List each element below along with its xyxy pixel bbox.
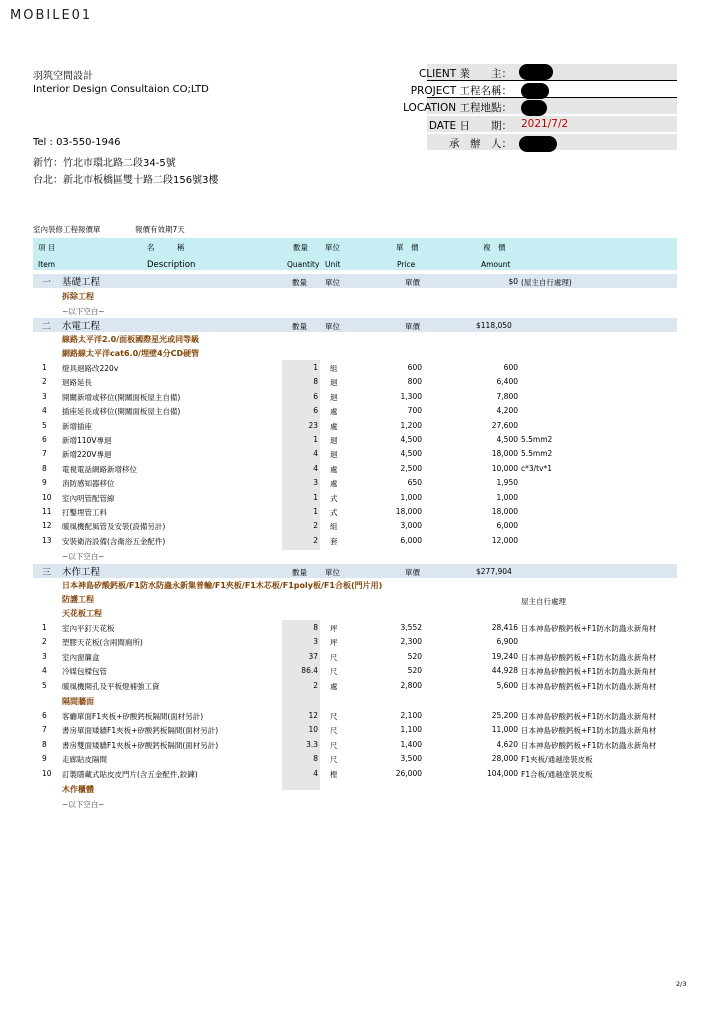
subheading: 拆除工程 (62, 292, 94, 301)
row-no: 5 (42, 420, 47, 430)
row-qty: 8 (313, 377, 318, 387)
row-amount: 6,900 (496, 637, 518, 647)
company-addr2: 台北：新北市板橋區雙十路二段156號3樓 (33, 175, 219, 186)
row-unit: 組 (330, 364, 338, 373)
row-amount: 19,240 (491, 651, 518, 661)
company-addr1: 新竹：竹北市環北路二段34-5號 (33, 158, 176, 169)
row-amount: 600 (503, 363, 518, 372)
subheading: 天花板工程 (62, 609, 102, 618)
row-unit: 樘 (330, 769, 338, 779)
row-no: 8 (42, 739, 47, 749)
row-unit: 尺 (330, 667, 338, 677)
row-qty: 2 (313, 521, 318, 531)
row-amount: 7,800 (496, 391, 518, 401)
row-amount: 28,000 (491, 754, 518, 764)
row-unit: 迴 (330, 392, 338, 402)
row-no: 1 (42, 363, 47, 372)
company-name-zh: 羽筑空間設計 (33, 71, 93, 82)
section-qty: 數量 (292, 322, 307, 331)
row-unit: 套 (330, 536, 338, 546)
row-qty: 6 (313, 406, 318, 416)
row-unit: 組 (330, 522, 338, 532)
row-unit: 處 (330, 681, 338, 691)
th-unit-zh: 單位 (325, 243, 340, 252)
th-qty-zh: 數量 (293, 243, 308, 252)
section-note: (屋主自行處理) (521, 278, 572, 287)
row-no: 10 (42, 492, 52, 502)
row-qty: 3 (313, 478, 318, 488)
row-amount: 4,500 (496, 435, 518, 444)
row-qty: 3 (313, 637, 318, 647)
row-note: c*3/tv*1 (521, 463, 553, 473)
row-price: 1,200 (400, 420, 422, 430)
client-label: CLIENT 業 主： (418, 68, 512, 80)
date-label: DATE 日 期： (428, 120, 512, 132)
company-name-en: Interior Design Consultaion CO;LTD (33, 84, 209, 95)
section-amount: $0 (508, 277, 518, 286)
row-price: 2,100 (400, 711, 422, 720)
row-price: 4,500 (400, 449, 422, 459)
row-unit: 尺 (330, 755, 338, 765)
row-desc: 塑膠天花板(含兩間廁所) (62, 638, 143, 648)
section-no: 一 (42, 278, 52, 288)
row-no: 4 (42, 406, 47, 416)
row-amount: 4,200 (496, 406, 518, 416)
row-price: 520 (407, 651, 422, 661)
row-desc: 書房雙面矮牆F1夾板+矽酸鈣板隔間(面材另計) (62, 740, 219, 750)
redacted-mark (521, 100, 547, 116)
row-unit: 迴 (330, 436, 338, 445)
row-amount: 104,000 (486, 768, 518, 778)
row-amount: 11,000 (491, 725, 518, 735)
row-price: 520 (407, 666, 422, 676)
row-qty: 8 (313, 623, 318, 632)
row-qty: 1 (313, 492, 318, 502)
row-qty: 4 (313, 463, 318, 473)
row-qty: 86.4 (301, 666, 318, 676)
row-qty: 23 (308, 420, 318, 430)
row-no: 7 (42, 449, 47, 459)
row-price: 6,000 (400, 535, 422, 545)
row-price: 3,552 (400, 623, 422, 632)
section-no: 三 (42, 568, 52, 578)
row-desc: 暖風機開孔及平板燈補強工資 (62, 681, 160, 691)
row-amount: 4,620 (496, 739, 518, 749)
row-unit: 處 (330, 479, 338, 489)
section-price: 單價 (405, 568, 420, 577)
section-unit: 單位 (325, 322, 340, 331)
row-amount: 27,600 (491, 420, 518, 430)
row-amount: 6,000 (496, 521, 518, 531)
watermark-logo: MOBILE01 (10, 8, 93, 23)
section-bar (33, 564, 677, 578)
subheading: 網路線太平洋cat6.0/埋壁4分CD硬管 (62, 349, 200, 358)
th-amt-zh: 複 價 (483, 243, 506, 252)
section-no: 二 (42, 322, 52, 332)
subheading: 隔間牆面 (62, 697, 94, 706)
row-no: 9 (42, 478, 47, 488)
row-desc: 消防感知器移位 (62, 479, 115, 489)
row-no: 10 (42, 768, 52, 778)
row-no: 3 (42, 651, 47, 661)
row-no: 1 (42, 623, 47, 632)
row-price: 3,000 (400, 521, 422, 531)
row-qty: 1 (313, 435, 318, 444)
th-desc: Description (147, 260, 196, 270)
row-note: F1夾板/通越塗裝皮板 (521, 755, 593, 765)
row-price: 3,500 (400, 754, 422, 764)
row-price: 2,800 (400, 680, 422, 690)
row-price: 1,400 (400, 739, 422, 749)
row-no: 2 (42, 637, 47, 647)
row-price: 18,000 (395, 507, 422, 516)
row-desc: 書房單面矮牆F1夾板+矽酸鈣板隔間(面材另計) (62, 726, 219, 736)
row-desc: 新增110V專迴 (62, 436, 112, 445)
row-qty: 1 (313, 363, 318, 372)
section-amount: $277,904 (476, 567, 512, 576)
row-amount: 1,000 (496, 492, 518, 502)
row-amount: 6,400 (496, 377, 518, 387)
row-no: 8 (42, 463, 47, 473)
redacted-mark (519, 136, 557, 152)
empty-note: ~以下空白~ (62, 552, 105, 561)
redacted-mark (521, 83, 549, 99)
row-unit: 尺 (330, 652, 338, 662)
row-note: 日本神島矽酸鈣板+F1防水防蟲永新角材 (521, 681, 657, 691)
row-desc: 電視電話網路新增移位 (62, 464, 137, 474)
row-amount: 44,928 (491, 666, 518, 676)
section-bar (33, 274, 677, 288)
th-price: Price (397, 260, 416, 269)
material-line: 日本神島矽酸鈣板/F1防水防蟲永新集普輸/F1夾板/F1木芯板/F1poly板/F1合板(門片用) (62, 581, 383, 590)
location-label: LOCATION 工程地點： (403, 102, 512, 114)
row-desc: 冷媒包樑包管 (62, 667, 107, 677)
doc-validity: 報價有效期7天 (135, 225, 185, 234)
section-title: 木作工程 (62, 567, 101, 578)
doc-title: 室內裝修工程報價單 (33, 225, 101, 234)
row-qty: 1 (313, 507, 318, 516)
th-name-zh: 名 稱 (147, 243, 185, 252)
row-unit: 坪 (330, 638, 338, 648)
row-desc: 新增插座 (62, 421, 92, 431)
th-item: Item (38, 260, 56, 269)
section-unit: 單位 (325, 568, 340, 577)
row-price: 800 (407, 377, 422, 387)
row-unit: 尺 (330, 726, 338, 736)
row-no: 5 (42, 680, 47, 690)
redacted-mark (519, 64, 553, 80)
row-qty: 3.3 (306, 739, 318, 749)
handler-label: 承 辦 人： (449, 138, 512, 150)
row-price: 26,000 (395, 768, 422, 778)
row-desc: 開關新增或移位(開關面板屋主自備) (62, 392, 181, 402)
row-price: 1,000 (400, 492, 422, 502)
row-note: 日本神島矽酸鈣板+F1防水防蟲永新角材 (521, 726, 657, 736)
row-no: 12 (42, 521, 52, 531)
th-qty: Quantity (287, 260, 320, 269)
row-price: 650 (407, 478, 422, 488)
row-price: 1,300 (400, 391, 422, 401)
row-qty: 6 (313, 391, 318, 401)
row-no: 2 (42, 377, 47, 387)
project-label: PROJECT 工程名稱： (410, 85, 512, 97)
row-no: 4 (42, 666, 47, 676)
row-qty: 8 (313, 754, 318, 764)
row-desc: 訂製隱藏式貼皮皮門片(含五金配件,鉸鍊) (62, 769, 198, 779)
row-desc: 走廊貼皮隔間 (62, 755, 107, 765)
row-unit: 尺 (330, 712, 338, 721)
row-desc: 室內窗簾盒 (62, 652, 100, 662)
row-note: 5.5mm2 (521, 435, 553, 444)
row-no: 13 (42, 535, 52, 545)
row-amount: 25,200 (491, 711, 518, 720)
row-no: 9 (42, 754, 47, 764)
row-qty: 37 (308, 651, 318, 661)
th-price-zh: 單 價 (396, 243, 419, 252)
row-amount: 18,000 (491, 507, 518, 516)
row-unit: 處 (330, 421, 338, 431)
row-unit: 式 (330, 508, 338, 517)
th-amt: Amount (481, 260, 511, 269)
row-price: 4,500 (400, 435, 422, 444)
row-note: 日本神島矽酸鈣板+F1防水防蟲永新角材 (521, 740, 657, 750)
th-item-zh: 項 目 (38, 243, 56, 252)
row-unit: 式 (330, 493, 338, 503)
row-amount: 28,416 (491, 623, 518, 632)
subheading-note: 屋主自行處理 (521, 597, 566, 606)
row-desc: 室內平釘天花板 (62, 624, 115, 633)
row-no: 6 (42, 435, 47, 444)
page-number: 2/3 (676, 980, 687, 988)
row-qty: 12 (308, 711, 318, 720)
row-note: 日本神島矽酸鈣板+F1防水防蟲永新角材 (521, 624, 657, 633)
row-price: 2,300 (400, 637, 422, 647)
row-note: 5.5mm2 (521, 449, 553, 459)
section-title: 基礎工程 (62, 277, 101, 288)
row-no: 6 (42, 711, 47, 720)
row-desc: 客廳單面F1夾板+矽酸鈣板隔間(面材另計) (62, 712, 204, 721)
row-qty: 2 (313, 680, 318, 690)
row-qty: 4 (313, 449, 318, 459)
row-qty: 10 (308, 725, 318, 735)
row-note: F1合板/通越塗裝皮板 (521, 769, 593, 779)
company-tel: Tel : 03-550-1946 (33, 137, 121, 148)
row-price: 700 (407, 406, 422, 416)
row-note: 日本神島矽酸鈣板+F1防水防蟲永新角材 (521, 652, 657, 662)
row-desc: 插座延長或移位(開關面板屋主自備) (62, 407, 181, 417)
section-qty: 數量 (292, 278, 307, 287)
section-title: 水電工程 (62, 321, 101, 332)
section-price: 單價 (405, 278, 420, 287)
row-desc: 迴路延長 (62, 378, 92, 388)
row-desc: 新增220V專迴 (62, 450, 112, 460)
row-no: 3 (42, 391, 47, 401)
row-unit: 處 (330, 407, 338, 417)
row-price: 600 (407, 363, 422, 372)
row-qty: 4 (313, 768, 318, 778)
row-unit: 迴 (330, 450, 338, 460)
table-header (33, 238, 677, 270)
row-amount: 10,000 (491, 463, 518, 473)
row-unit: 處 (330, 464, 338, 474)
row-amount: 12,000 (491, 535, 518, 545)
subheading: 木作櫃體 (62, 785, 94, 794)
row-unit: 坪 (330, 624, 338, 633)
section-amount: $118,050 (476, 321, 512, 330)
row-unit: 尺 (330, 740, 338, 750)
empty-note: ~以下空白~ (62, 307, 105, 316)
row-desc: 室內明管配管線 (62, 493, 115, 503)
row-amount: 18,000 (491, 449, 518, 459)
row-no: 7 (42, 725, 47, 735)
row-note: 日本神島矽酸鈣板+F1防水防蟲永新角材 (521, 667, 657, 677)
section-bar (33, 318, 677, 332)
row-amount: 5,600 (496, 680, 518, 690)
section-price: 單價 (405, 322, 420, 331)
row-note: 日本神島矽酸鈣板+F1防水防蟲永新角材 (521, 712, 657, 721)
row-price: 2,500 (400, 463, 422, 473)
row-qty: 2 (313, 535, 318, 545)
row-desc: 暖風機配風管及安裝(設備另計) (62, 522, 166, 532)
section-qty: 數量 (292, 568, 307, 577)
row-amount: 1,950 (496, 478, 518, 488)
date-value: 2021/7/2 (521, 118, 569, 130)
row-no: 11 (42, 507, 52, 516)
section-unit: 單位 (325, 278, 340, 287)
subheading: 線路太平洋2.0/面板國際星光或同等級 (62, 335, 200, 344)
row-desc: 安裝衛浴設備(含衛浴五金配件) (62, 536, 166, 546)
row-desc: 打鑿埋管工料 (62, 508, 107, 517)
empty-note: ~以下空白~ (62, 800, 105, 809)
row-price: 1,100 (400, 725, 422, 735)
row-unit: 迴 (330, 378, 338, 388)
subheading: 防護工程 (62, 595, 94, 604)
row-desc: 燈具迴路改220v (62, 364, 119, 373)
th-unit: Unit (325, 260, 341, 269)
